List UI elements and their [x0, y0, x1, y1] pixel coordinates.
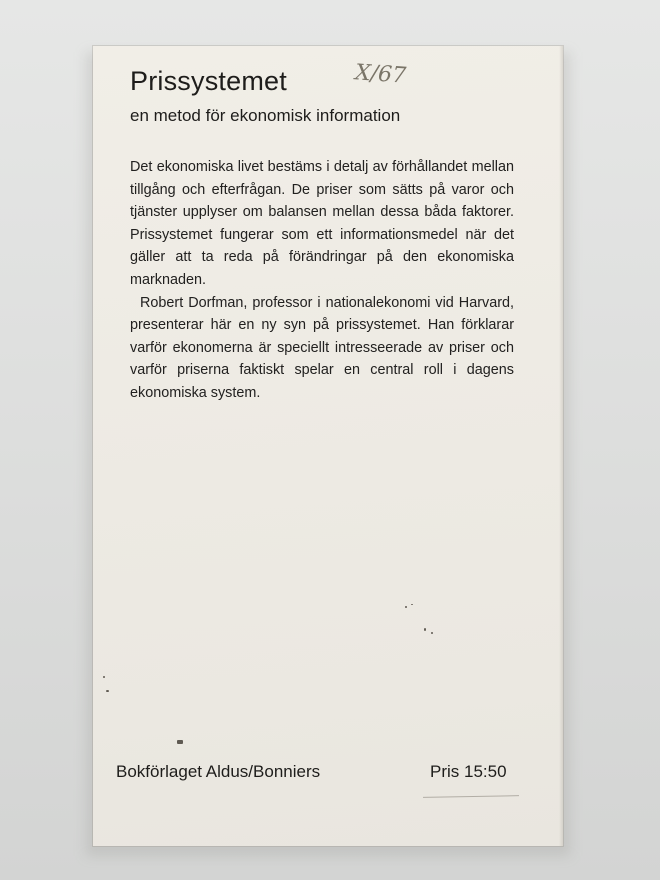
stain-mark [424, 628, 426, 631]
stain-mark [103, 676, 105, 678]
book-back-cover [93, 46, 563, 846]
handwritten-note: X/67 [354, 60, 407, 89]
blurb-paragraph: Det ekonomiska livet bestäms i detalj av förhållandet mellan tillgång och efterfrågan. De priser som sätts på varor och tjänster upplyser om balansen mellan dessa båda faktorer. Prissystemet fungerar som ett informationsmedel när det gäller att ta reda på förändringar på den ekonomiska marknaden. [130, 159, 514, 288]
book-subtitle: en metod för ekonomisk information [130, 106, 401, 125]
stain-mark [411, 604, 413, 605]
stain-mark [177, 740, 183, 744]
stain-mark [431, 632, 433, 634]
publisher-name: Bokförlaget Aldus/Bonniers [116, 762, 321, 781]
pencil-mark [423, 795, 519, 798]
blurb-paragraph: Robert Dorfman, professor i nationalekonomi vid Harvard, presenterar här en ny syn på prissystemet. Han förklarar varför ekonomerna är speciellt intresseerade av priser och varför priserna faktiskt spelar en central roll i dagens ekonomiska system. [130, 294, 514, 401]
blurb [130, 156, 514, 405]
price-label: Pris 15:50 [430, 762, 507, 781]
stain-mark [405, 606, 407, 608]
stain-mark [106, 690, 109, 692]
book-title: Prissystemet [130, 66, 287, 96]
